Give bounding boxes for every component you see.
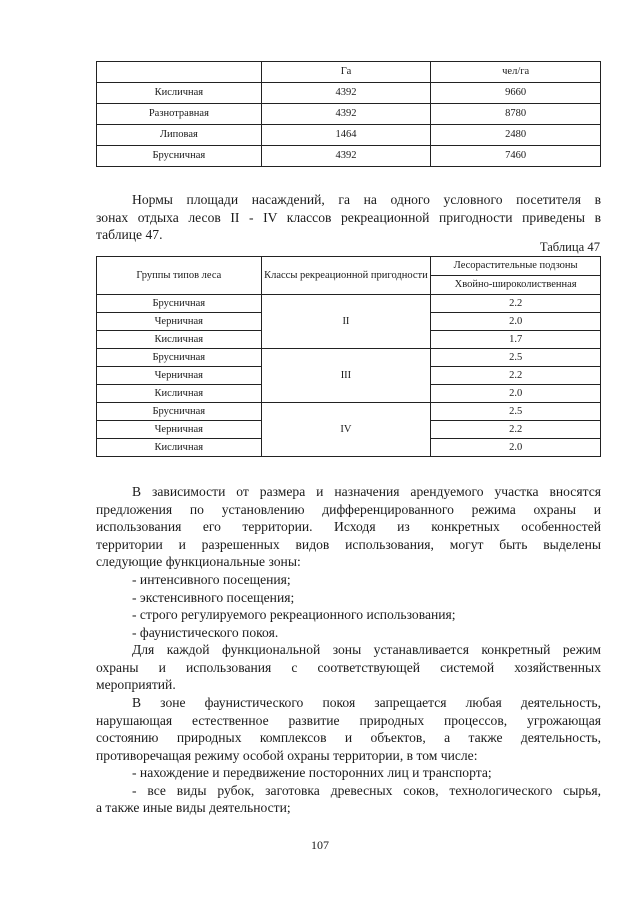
hectares-cell: 4392 <box>261 146 431 167</box>
table-row <box>97 349 601 367</box>
intro-paragraph <box>96 191 601 244</box>
text-line: предложения по установлению дифференцированного режима охраны и <box>96 501 601 517</box>
list-item: - все виды рубок, заготовка древесных соков, технологического сырья, <box>132 782 601 798</box>
text-line: В зоне фаунистического покоя запрещается любая деятельность, <box>132 695 601 710</box>
area-value-cell: 2.2 <box>431 295 601 313</box>
table-header-cell <box>97 62 262 83</box>
text-line: состоянию природных комплексов и объектов, а также деятельность, <box>96 730 601 746</box>
forest-type-cell: Брусничная <box>97 146 262 167</box>
list-item: - экстенсивного посещения; <box>132 589 295 605</box>
page-number: 107 <box>311 838 329 852</box>
table-header-row <box>97 257 601 276</box>
table-row <box>97 125 601 146</box>
text-line: следующие функциональные зоны: <box>96 554 301 570</box>
forest-type-cell: Кисличная <box>97 83 262 104</box>
text-line: использования его территории. Исходя из конкретных особенностей <box>96 519 601 535</box>
list-item: - фаунистического покоя. <box>132 624 279 640</box>
table-row <box>97 104 601 125</box>
text-line: зонах отдыха лесов II - IV классов рекреационной пригодности приведены в <box>96 209 601 225</box>
list-item: - нахождение и передвижение посторонних лиц и транспорта; <box>132 765 492 780</box>
text-line: таблице 47. <box>96 227 163 243</box>
table-row <box>97 403 601 421</box>
area-value-cell: 2.0 <box>431 439 601 457</box>
area-value-cell: 2.5 <box>431 403 601 421</box>
table-row <box>97 295 601 313</box>
persons-per-ha-cell: 8780 <box>431 104 601 125</box>
forest-group-header: Группы типов леса <box>97 257 262 295</box>
subzone-subheader: Хвойно-широколиственная <box>431 276 601 295</box>
table-header-cell: Га <box>261 62 431 83</box>
list-item: - интенсивного посещения; <box>132 572 291 587</box>
area-value-cell: 2.2 <box>431 367 601 385</box>
recreation-class-header: Классы рекреационной пригодности <box>261 257 431 295</box>
hectares-cell: 4392 <box>261 83 431 104</box>
forest-type-cell: Черничная <box>97 421 262 439</box>
forest-type-cell: Липовая <box>97 125 262 146</box>
table-header-cell: чел/га <box>431 62 601 83</box>
persons-per-ha-cell: 2480 <box>431 125 601 146</box>
restrictions-list <box>96 764 601 817</box>
zoning-paragraph <box>96 483 601 571</box>
table-row <box>97 83 601 104</box>
persons-per-ha-cell: 7460 <box>431 146 601 167</box>
text-line: Нормы площади насаждений, га на одного условного посетителя в <box>132 192 601 207</box>
forest-type-cell: Черничная <box>97 313 262 331</box>
forest-type-cell: Брусничная <box>97 403 262 421</box>
text-line: Для каждой функциональной зоны устанавливается конкретный режим <box>132 642 601 657</box>
list-item: а также иные виды деятельности; <box>96 800 291 816</box>
table-header-row <box>97 62 601 83</box>
text-line: нарушающая естественное развитие природных процессов, угрожающая <box>96 712 601 728</box>
forest-type-cell: Разнотравная <box>97 104 262 125</box>
forest-type-cell: Кисличная <box>97 385 262 403</box>
area-value-cell: 2.0 <box>431 313 601 331</box>
forest-capacity-table <box>96 61 601 167</box>
text-line: противоречащая режиму особой охраны территории, в том числе: <box>96 747 478 763</box>
forest-type-cell: Брусничная <box>97 295 262 313</box>
area-value-cell: 1.7 <box>431 331 601 349</box>
forest-type-cell: Брусничная <box>97 349 262 367</box>
persons-per-ha-cell: 9660 <box>431 83 601 104</box>
area-value-cell: 2.5 <box>431 349 601 367</box>
text-line: территории и разрешенных видов использования, могут быть выделены <box>96 536 601 552</box>
text-line: мероприятий. <box>96 677 176 693</box>
fauna-rest-paragraph <box>96 694 601 764</box>
table-caption: Таблица 47 <box>539 240 600 254</box>
forest-type-cell: Черничная <box>97 367 262 385</box>
subzones-header: Лесорастительные подзоны <box>431 257 601 276</box>
area-value-cell: 2.0 <box>431 385 601 403</box>
area-norms-table <box>96 256 601 457</box>
area-value-cell: 2.2 <box>431 421 601 439</box>
text-line: В зависимости от размера и назначения арендуемого участка вносятся <box>132 484 601 499</box>
text-line: охраны и использования с соответствующей системой хозяйственных <box>96 659 601 675</box>
zones-list <box>132 571 602 641</box>
forest-type-cell: Кисличная <box>97 331 262 349</box>
hectares-cell: 4392 <box>261 104 431 125</box>
class-cell: IV <box>261 403 431 457</box>
class-cell: II <box>261 295 431 349</box>
class-cell: III <box>261 349 431 403</box>
forest-type-cell: Кисличная <box>97 439 262 457</box>
table-row <box>97 146 601 167</box>
regime-paragraph <box>96 641 601 694</box>
hectares-cell: 1464 <box>261 125 431 146</box>
list-item: - строго регулируемого рекреационного использования; <box>132 607 456 623</box>
